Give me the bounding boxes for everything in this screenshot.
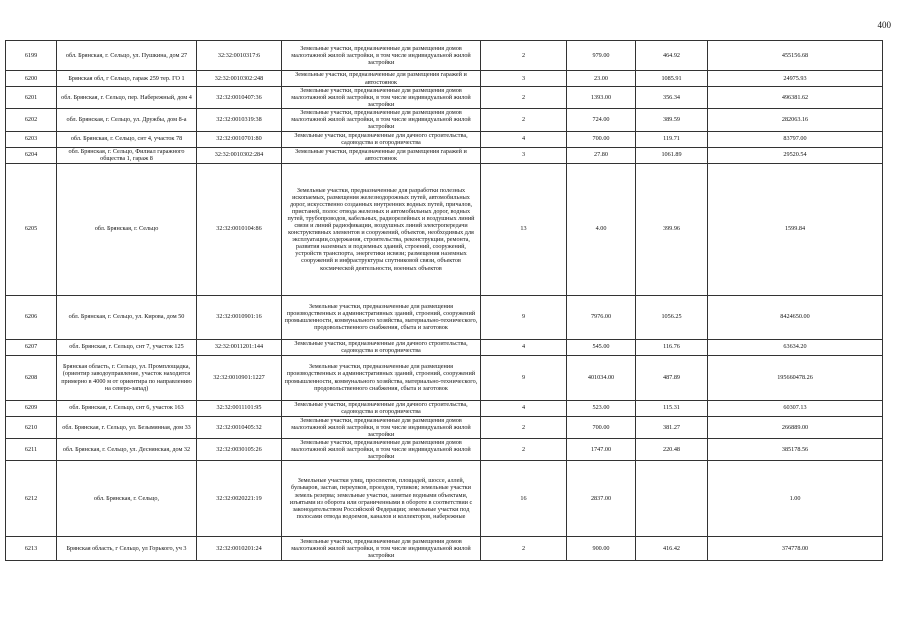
- land-use-cell: Земельные участки, предназначенные для дачного строительства, садоводства и огородничества: [282, 131, 481, 147]
- area-cell: 23.00: [567, 71, 636, 87]
- cadastral-value-cell: 496381.62: [708, 87, 883, 109]
- land-use-cell: Земельные участки, предназначенные для размещения домов малоэтажной жилой застройки, в том числе индивидуальной жилой застройки: [282, 438, 481, 460]
- group-code-cell: 13: [481, 163, 567, 295]
- address-cell: Брянская область, г Сельцо, ул Горького, уч 3: [57, 537, 197, 561]
- group-code-cell: 3: [481, 147, 567, 163]
- cadastral-value-cell: 455156.68: [708, 41, 883, 71]
- group-code-cell: 4: [481, 339, 567, 355]
- table-row: [6, 71, 883, 87]
- table-row: [6, 400, 883, 416]
- area-cell: 700.00: [567, 131, 636, 147]
- cadastral-value-cell: 282063.16: [708, 109, 883, 131]
- cadastral-value-cell: 1599.84: [708, 163, 883, 295]
- page-number: 400: [877, 20, 891, 30]
- area-cell: 27.80: [567, 147, 636, 163]
- area-cell: 979.00: [567, 41, 636, 71]
- specific-value-cell: 487.89: [636, 355, 708, 400]
- land-use-cell: Земельные участки, предназначенные для размещения гаражей и автостоянок: [282, 71, 481, 87]
- row-number-cell: 6201: [6, 87, 57, 109]
- row-number-cell: 6211: [6, 438, 57, 460]
- area-cell: 1393.00: [567, 87, 636, 109]
- address-cell: обл. Брянская, г. Сельцо, ул. Дружбы, дом 8-а: [57, 109, 197, 131]
- group-code-cell: 9: [481, 295, 567, 339]
- group-code-cell: 4: [481, 131, 567, 147]
- table-row: [6, 295, 883, 339]
- area-cell: 401034.00: [567, 355, 636, 400]
- specific-value-cell: 381.27: [636, 416, 708, 438]
- area-cell: 900.00: [567, 537, 636, 561]
- land-use-cell: Земельные участки, предназначенные для размещения домов малоэтажной жилой застройки, в том числе индивидуальной жилой застройки: [282, 416, 481, 438]
- specific-value-cell: 416.42: [636, 537, 708, 561]
- group-code-cell: 4: [481, 400, 567, 416]
- cadastral-number-cell: 32:32:0010901:16: [197, 295, 282, 339]
- land-use-cell: Земельные участки улиц, проспектов, площадей, шоссе, аллей, бульваров, застав, переулков, проездов, тупиков; земельные участки земель резерва; земельные участки, занятые водными объектами, изъятыми из оборота или ограниченными в обороте в соответствии с законодательством Российской Федерации; земельные участки под полосами отвода водоемов, каналов и коллекторов, набережные: [282, 461, 481, 537]
- cadastral-number-cell: 32:32:0010319:38: [197, 109, 282, 131]
- table-row: [6, 416, 883, 438]
- cadastral-value-cell: 63634.20: [708, 339, 883, 355]
- table-row: [6, 355, 883, 400]
- row-number-cell: 6213: [6, 537, 57, 561]
- cadastral-number-cell: 32:32:0010701:80: [197, 131, 282, 147]
- group-code-cell: 2: [481, 537, 567, 561]
- group-code-cell: 2: [481, 438, 567, 460]
- address-cell: Брянская область, г. Сельцо, ул. Промплощадка, (ориентир заводоуправление, участок находится примерно в 4000 м от ориентира по направлению на северо-запад): [57, 355, 197, 400]
- table-row: [6, 339, 883, 355]
- area-cell: 7976.00: [567, 295, 636, 339]
- table-row: [6, 147, 883, 163]
- land-use-cell: Земельные участки, предназначенные для размещения домов малоэтажной жилой застройки, в том числе индивидуальной жилой застройки: [282, 537, 481, 561]
- land-use-cell: Земельные участки, предназначенные для размещения домов малоэтажной жилой застройки, в том числе индивидуальной жилой застройки: [282, 41, 481, 71]
- address-cell: обл. Брянская, г. Сельцо, снт 4, участок 78: [57, 131, 197, 147]
- specific-value-cell: [636, 461, 708, 537]
- row-number-cell: 6199: [6, 41, 57, 71]
- table-row: [6, 163, 883, 295]
- address-cell: обл. Брянская, г. Сельцо, снт 7, участок 125: [57, 339, 197, 355]
- table-row: [6, 41, 883, 71]
- cadastral-value-cell: 1.00: [708, 461, 883, 537]
- row-number-cell: 6205: [6, 163, 57, 295]
- row-number-cell: 6210: [6, 416, 57, 438]
- table-row: [6, 131, 883, 147]
- row-number-cell: 6203: [6, 131, 57, 147]
- specific-value-cell: 356.34: [636, 87, 708, 109]
- specific-value-cell: 115.31: [636, 400, 708, 416]
- address-cell: обл. Брянская, г. Сельцо, Филиал гаражного общества 1, гараж 8: [57, 147, 197, 163]
- area-cell: 2837.00: [567, 461, 636, 537]
- group-code-cell: 9: [481, 355, 567, 400]
- specific-value-cell: 1061.89: [636, 147, 708, 163]
- cadastral-number-cell: 32:32:0011101:95: [197, 400, 282, 416]
- row-number-cell: 6212: [6, 461, 57, 537]
- cadastral-number-cell: 32:32:0020221:19: [197, 461, 282, 537]
- address-cell: Брянская обл, г Сельцо, гараж 259 тер. ГО 1: [57, 71, 197, 87]
- land-use-cell: Земельные участки, предназначенные для разработки полезных ископаемых, размещения железнодорожных путей, автомобильных дорог, искусственно созданных внутренних водных путей, причалов, пристаней, полос отвода железных и автомобильных дорог, водных путей, трубопроводов, кабельных, радиорелейных и воздушных линий связи и линий радиофикации, воздушных линий электропередачи конструктивных элементов и сооружений, объектов, необходимых для эксплуатации,содержания, строительства, реконструкции, ремонта, развития наземных и подземных зданий, строений, сооружений, устройств транспорта, энергетики исвязи; размещения наземных сооружений и инфраструктуры спутниковой связи, объектов космической деятельности, военных объектов: [282, 163, 481, 295]
- cadastral-value-cell: 60307.13: [708, 400, 883, 416]
- address-cell: обл. Брянская, г. Сельцо, пер. Набережный, дом 4: [57, 87, 197, 109]
- cadastral-value-cell: 195660478.26: [708, 355, 883, 400]
- specific-value-cell: 399.96: [636, 163, 708, 295]
- land-use-cell: Земельные участки, предназначенные для размещения производственных и административных зданий, строений, сооружений промышленности, коммунального хозяйства, материально-технического, продовольственного снабжения, сбыта и заготовок: [282, 355, 481, 400]
- cadastral-number-cell: 32:32:0010302:248: [197, 71, 282, 87]
- cadastral-number-cell: 32:32:0010901:1227: [197, 355, 282, 400]
- cadastral-number-cell: 32:32:0010201:24: [197, 537, 282, 561]
- specific-value-cell: 116.76: [636, 339, 708, 355]
- table-row: [6, 87, 883, 109]
- specific-value-cell: 1056.25: [636, 295, 708, 339]
- address-cell: обл. Брянская, г. Сельцо,: [57, 461, 197, 537]
- area-cell: 523.00: [567, 400, 636, 416]
- table-row: [6, 438, 883, 460]
- address-cell: обл. Брянская, г. Сельцо: [57, 163, 197, 295]
- cadastral-number-cell: 32:32:0010302:284: [197, 147, 282, 163]
- address-cell: обл. Брянская, г. Сельцо, ул. Безымянная, дом 33: [57, 416, 197, 438]
- land-registry-table: [5, 40, 883, 561]
- address-cell: обл. Брянская, г. Сельцо, снт 6, участок 163: [57, 400, 197, 416]
- cadastral-value-cell: 83797.00: [708, 131, 883, 147]
- row-number-cell: 6204: [6, 147, 57, 163]
- group-code-cell: 2: [481, 109, 567, 131]
- address-cell: обл. Брянская, г. Сельцо, ул. Пушкина, дом 27: [57, 41, 197, 71]
- row-number-cell: 6206: [6, 295, 57, 339]
- table-row: [6, 109, 883, 131]
- table-row: [6, 537, 883, 561]
- cadastral-number-cell: 32:32:0010317:6: [197, 41, 282, 71]
- land-use-cell: Земельные участки, предназначенные для размещения производственных и административных зданий, строений, сооружений промышленности, коммунального хозяйства, материально-технического, продовольственного снабжения, сбыта и заготовок: [282, 295, 481, 339]
- specific-value-cell: 220.48: [636, 438, 708, 460]
- cadastral-value-cell: 29520.54: [708, 147, 883, 163]
- cadastral-value-cell: 385178.56: [708, 438, 883, 460]
- specific-value-cell: 389.59: [636, 109, 708, 131]
- group-code-cell: 2: [481, 416, 567, 438]
- cadastral-value-cell: 266889.00: [708, 416, 883, 438]
- cadastral-value-cell: 8424650.00: [708, 295, 883, 339]
- cadastral-number-cell: 32:32:0011201:144: [197, 339, 282, 355]
- cadastral-value-cell: 374778.00: [708, 537, 883, 561]
- area-cell: 545.00: [567, 339, 636, 355]
- land-use-cell: Земельные участки, предназначенные для размещения домов малоэтажной жилой застройки, в том числе индивидуальной жилой застройки: [282, 87, 481, 109]
- address-cell: обл. Брянская, г. Сельцо, ул. Кирова, дом 50: [57, 295, 197, 339]
- specific-value-cell: 1085.91: [636, 71, 708, 87]
- group-code-cell: 3: [481, 71, 567, 87]
- address-cell: обл. Брянская, г. Сельцо, ул. Деснянская, дом 32: [57, 438, 197, 460]
- specific-value-cell: 119.71: [636, 131, 708, 147]
- land-use-cell: Земельные участки, предназначенные для размещения гаражей и автостоянок: [282, 147, 481, 163]
- row-number-cell: 6209: [6, 400, 57, 416]
- cadastral-number-cell: 32:32:0010407:36: [197, 87, 282, 109]
- cadastral-value-cell: 24975.93: [708, 71, 883, 87]
- group-code-cell: 16: [481, 461, 567, 537]
- group-code-cell: 2: [481, 41, 567, 71]
- land-use-cell: Земельные участки, предназначенные для дачного строительства, садоводства и огородничества: [282, 400, 481, 416]
- cadastral-number-cell: 32:32:0010405:32: [197, 416, 282, 438]
- row-number-cell: 6200: [6, 71, 57, 87]
- row-number-cell: 6202: [6, 109, 57, 131]
- row-number-cell: 6208: [6, 355, 57, 400]
- row-number-cell: 6207: [6, 339, 57, 355]
- area-cell: 724.00: [567, 109, 636, 131]
- area-cell: 4.00: [567, 163, 636, 295]
- specific-value-cell: 464.92: [636, 41, 708, 71]
- cadastral-number-cell: 32:32:0030105:26: [197, 438, 282, 460]
- area-cell: 1747.00: [567, 438, 636, 460]
- area-cell: 700.00: [567, 416, 636, 438]
- cadastral-number-cell: 32:32:0010104:86: [197, 163, 282, 295]
- land-use-cell: Земельные участки, предназначенные для дачного строительства, садоводства и огородничества: [282, 339, 481, 355]
- land-use-cell: Земельные участки, предназначенные для размещения домов малоэтажной жилой застройки, в том числе индивидуальной жилой застройки: [282, 109, 481, 131]
- table-row: [6, 461, 883, 537]
- group-code-cell: 2: [481, 87, 567, 109]
- table-body: [6, 41, 883, 561]
